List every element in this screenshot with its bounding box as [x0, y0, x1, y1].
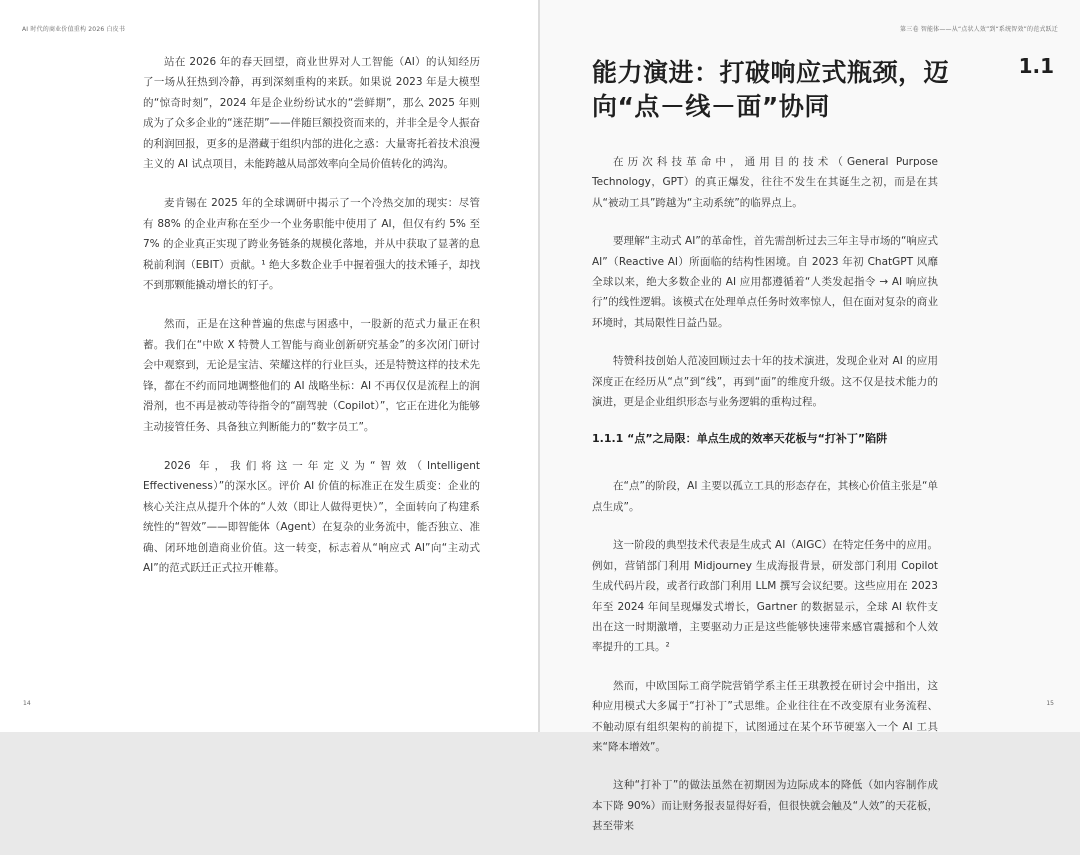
left-text-column [143, 52, 480, 597]
intro-paragraph-1: 在历次科技革命中，通用目的技术（General Purpose Technology，GPT）的真正爆发，往往不发生在其诞生之初，而是在其从“被动工具”跨越为“主动系统”的临界点上。 [592, 156, 938, 209]
intro-paragraph-2: 要理解“主动式 AI”的革命性，首先需剖析过去三年主导市场的“响应式 AI”（Reactive AI）所面临的结构性困境。自 2023 年初 ChatGPT 风靡全球以来，绝大多数企业的 AI 应用都遵循着“人类发起指令 → AI 响应执行”的线性逻辑。该模式在处理单点任务时效率惊人，但在面对复杂的商业环境时，其局限性日益凸显。 [592, 235, 938, 329]
left-page-number: 14 [23, 700, 31, 707]
chapter-title: 能力演进：打破响应式瓶颈，迈向“点－线－面”协同 [592, 58, 950, 121]
left-paragraph-1: 站在 2026 年的春天回望，商业世界对人工智能（AI）的认知经历了一场从狂热到冷静，再到深刻重构的来跃。如果说 2023 年是大模型的“惊奇时刻”，2024 年是企业纷纷试水的“尝鲜期”，那么 2025 年则成为了众多企业的“迷茫期”——伴随巨额投资而来的，并非全是令人振奋的利润回报，更多的是潜藏于组织内部的进化之惑：大量寄托着技术浪漫主义的 AI 试点项目，未能跨越从局部效率向全局价值转化的鸿沟。 [143, 56, 480, 171]
subsection-heading: 1.1.1 “点”之局限：单点生成的效率天花板与“打补丁”陷阱 [592, 432, 888, 446]
right-text-column [592, 152, 938, 855]
body-paragraph-4: 这种“打补丁”的做法虽然在初期因为边际成本的降低（如内容制作成本下降 90%）而让财务报表显得好看，但很快就会触及“人效”的天花板，甚至带来 [592, 779, 938, 833]
body-paragraph-1: 在“点”的阶段，AI 主要以孤立工具的形态存在，其核心价值主张是“单点生成”。 [592, 480, 938, 513]
left-page [0, 0, 538, 732]
body-paragraph-2: 这一阶段的典型技术代表是生成式 AI（AIGC）在特定任务中的应用。例如，营销部门利用 Midjourney 生成海报背景，研发部门利用 Copilot 生成代码片段，或者行政部门利用 LLM 撰写会议纪要。这些应用在 2023 年至 2024 年间呈现爆发式增长，Gartner 的数据显示，全球 AI 软件支出在这一时期激增，主要驱动力正是这些能够快速带来感官震撼和个人效率提升的工具。² [592, 539, 938, 654]
left-paragraph-4: 2026 年，我们将这一年定义为“智效（Intelligent Effectiveness）”的深水区。评价 AI 价值的标准正在发生质变：企业的核心关注点从提升个体的“人效（即让人做得更快）”，全面转向了构建系统性的“智效”——即智能体（Agent）在复杂的业务流中，能否独立、准确、闭环地创造商业价值。这一转变，标志着从“响应式 AI”向“主动式 AI”的范式跃迁正式拉开帷幕。 [143, 459, 480, 574]
right-page-number: 15 [1046, 700, 1054, 707]
intro-paragraph-3: 特赞科技创始人范凌回顾过去十年的技术演进，发现企业对 AI 的应用深度正在经历从“点”到“线”，再到“面”的维度升级。这不仅是技术能力的演进，更是企业组织形态与业务逻辑的重构过程。 [592, 355, 938, 409]
right-running-header: 第三卷 智能体——从“点状人效”到“系统智效”的范式跃迁 [900, 26, 1058, 33]
body-paragraph-3: 然而，中欧国际工商学院营销学系主任王琪教授在研讨会中指出，这种应用模式大多属于“打补丁”式思维。企业往往在不改变原有业务流程、不触动原有组织架构的前提下，试图通过在某个环节硬塞入一个 AI 工具来“降本增效”。 [592, 679, 938, 753]
left-running-header: AI 时代的商业价值重构 2026 白皮书 [22, 26, 126, 33]
left-paragraph-2: 麦肯锡在 2025 年的全球调研中揭示了一个冷热交加的现实：尽管有 88% 的企业声称在至少一个业务职能中使用了 AI，但仅有约 5% 至 7% 的企业真正实现了跨业务链条的规模化落地，并从中获取了显著的息税前利润（EBIT）贡献。¹ 绝大多数企业手中握着强大的技术锤子，却找不到那颗能撬动增长的钉子。 [143, 197, 480, 292]
section-number: 1.1 [1018, 54, 1054, 78]
left-paragraph-3: 然而，正是在这种普遍的焦虑与困惑中，一股新的范式力量正在积蓄。我们在“中欧 X 特赞人工智能与商业创新研究基金”的多次闭门研讨会中观察到，无论是宝洁、荣耀这样的行业巨头，还是特赞这样的技术先锋，都在不约而同地调整他们的 AI 战略坐标：AI 不再仅仅是流程上的润滑剂，也不再是被动等待指令的“副驾驶（Copilot）”，它正在进化为能够主动接管任务、具备独立判断能力的“数字员工”。 [143, 318, 480, 433]
